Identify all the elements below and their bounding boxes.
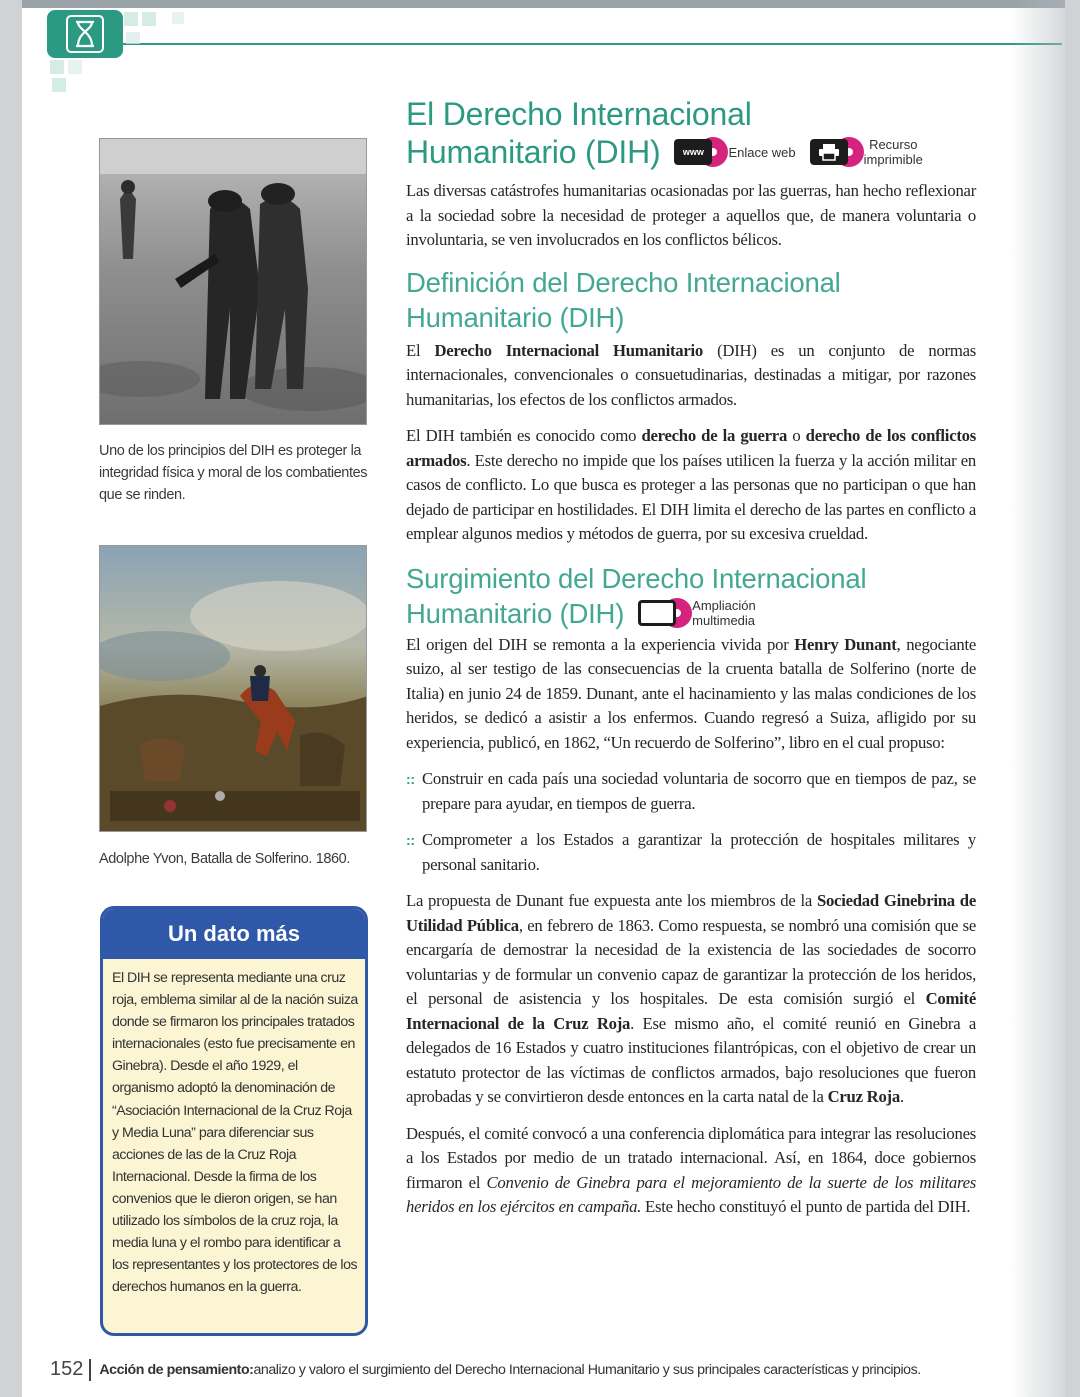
web-link-icon: www	[674, 137, 722, 167]
page-edge-shadow	[1010, 0, 1065, 1397]
multimedia-label-1: Ampliación	[692, 598, 756, 613]
soldiers-photo	[99, 138, 367, 425]
section1-title-line2: Humanitario (DIH)	[406, 134, 661, 170]
section3-title-row	[406, 596, 976, 631]
printable-label-1: Recurso	[869, 137, 918, 152]
decor-square	[68, 60, 82, 74]
section1-title-row	[406, 133, 976, 171]
footer-divider	[89, 1359, 91, 1381]
section2-title-line2: Humanitario (DIH)	[406, 301, 625, 333]
section3-paragraph-1: El origen del DIH se remonta a la experiencia vivida por Henry Dunant, negociante suizo, al ser testigo de las consecuencias de la cruenta batalla de Solferino (norte de Italia) en junio 24 de 1859. Dunant, ante el hacinamiento y las malas condiciones de los heridos, se dedicó a asistir a los enfermos. Cuando regresó a Suiza, afligido por su experiencia, publicó, en 1862, “Un recuerdo de Solferino”, libro en el cual propuso:	[406, 634, 976, 752]
footer-text: analizo y valoro el surgimiento del Derecho Internacional Humanitario y sus principales características y principios.	[253, 1361, 921, 1378]
decor-square	[142, 12, 156, 26]
web-link-badge[interactable]	[674, 137, 795, 167]
proposal-list	[406, 767, 976, 877]
section3-title-line2: Humanitario (DIH)	[406, 597, 625, 629]
section1-paragraph: Las diversas catástrofes humanitarias ocasionadas por las guerras, han hecho reflexionar a la sociedad sobre la necesidad de proteger a aquellos que, de manera voluntaria o involuntaria, se ven involucrados en los conflictos bélicos.	[406, 181, 976, 249]
decor-square	[126, 32, 140, 44]
section2-title-line1: Definición del Derecho Internacional	[406, 266, 841, 298]
decor-square	[52, 78, 66, 92]
section3-paragraph-3: Después, el comité convocó a una conferencia diplomática para integrar las resoluciones a los Estados por medio de un tratado internacional. Así, en 1864, doce gobiernos firmaron el Convenio de Ginebra para el mejoramiento de la suerte de los militares heridos en los ejércitos en campaña. Este hecho constituyó el punto de partida del DIH.	[406, 1123, 976, 1216]
decor-square	[172, 12, 184, 24]
printer-icon	[810, 137, 858, 167]
footer-label: Acción de pensamiento:	[99, 1361, 254, 1378]
section1-title-line1: El Derecho Internacional	[406, 96, 752, 132]
web-link-label: Enlace web	[728, 144, 796, 160]
main-column	[406, 95, 976, 1220]
top-border	[22, 0, 1065, 8]
page-footer	[50, 1358, 1050, 1381]
painting-caption: Adolphe Yvon, Batalla de Solferino. 1860.	[99, 851, 350, 867]
multimedia-label-2: multimedia	[692, 613, 756, 628]
list-item: :: Construir en cada país una sociedad voluntaria de socorro que en tiempos de paz, se prepare para ayudar, en tiempos de guerra.	[406, 767, 976, 816]
printable-resource-badge[interactable]	[810, 137, 923, 167]
info-box	[100, 906, 368, 1336]
header-rule	[117, 43, 1062, 45]
multimedia-badge[interactable]	[638, 598, 756, 628]
hourglass-icon	[66, 15, 104, 53]
info-box-title: Un dato más	[103, 909, 365, 959]
list-item: :: Comprometer a los Estados a garantizar la protección de hospitales militares y personal sanitario.	[406, 828, 976, 877]
info-box-text: El DIH se representa mediante una cruz roja, emblema similar al de la nación suiza donde se firmaron los principales tratados internacionales (esto fue precisamente en Ginebra). Desde el año 1929, el organismo adoptó la denominación de “Asociación Internacional de la Cruz Roja y Media Luna” para diferenciar sus acciones de las de la Cruz Roja Internacional. Desde la firma de los convenios que le dieron origen, se han utilizado los símbolos de la cruz roja, la media luna y el rombo para identificar a los representantes y los protectores de los derechos humanos en la guerra.	[112, 970, 358, 1296]
decor-square	[124, 12, 138, 26]
textbook-page	[22, 0, 1065, 1397]
section2-paragraph-2: El DIH también es conocido como derecho de la guerra o derecho de los conflictos armados. Este derecho no impide que los países utilicen la fuerza y la acción militar en casos de conflicto. Lo que busca es proteger a las personas que no participan o que han dejado de participar en hostilidades. El DIH limita el derecho de las partes en conflicto a emplear algunos medios y métodos de guerra, por su excesiva crueldad.	[406, 426, 977, 543]
soldiers-caption: Uno de los principios del DIH es proteger la integridad física y moral de los combatientes que se rinden.	[99, 443, 368, 503]
page-number: 152	[50, 1358, 84, 1380]
section3-paragraph-2: La propuesta de Dunant fue expuesta ante los miembros de la Sociedad Ginebrina de Utilidad Pública, en febrero de 1863. Como respuesta, se nombró una comisión que se encargaría de demostrar la necesidad de la existencia de las sociedades de socorro voluntarias y de formular un convenio capaz de garantizar la protección de los heridos, el personal de asistencia y los hospitales. De esta comisión surgió el Comité Internacional de la Cruz Roja. Ese mismo año, el comité reunió en Ginebra a delegados de 16 Estados y cuatro instituciones filantrópicas, con el objetivo de crear un estatuto protector de las víctimas de conflictos armados, bajo resoluciones que fueron aprobadas y se convirtieron desde entonces en la carta natal de la Cruz Roja.	[406, 891, 977, 1106]
chapter-logo	[47, 10, 123, 58]
decor-square	[50, 60, 64, 74]
section3-title-line1: Surgimiento del Derecho Internacional	[406, 562, 867, 594]
multimedia-icon	[638, 598, 686, 628]
printable-label-2: imprimible	[863, 152, 923, 167]
section2-paragraph-1: El Derecho Internacional Humanitario (DIH) es un conjunto de normas internacionales, convencionales o consuetudinarias, destinadas a mitigar, por razones humanitarias, los efectos de los conflictos armados.	[406, 340, 976, 409]
solferino-painting	[99, 545, 367, 832]
